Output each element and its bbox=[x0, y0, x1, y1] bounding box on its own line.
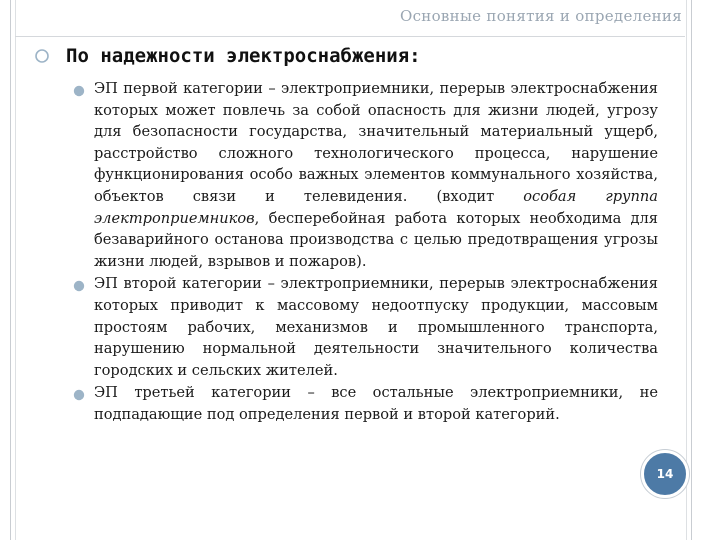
list-item-text-emphasis: особая группа электроприемников bbox=[94, 187, 658, 227]
page-number-badge: 14 bbox=[641, 450, 689, 498]
slide-content bbox=[30, 44, 658, 427]
list-item-text: ЭП второй категории – электроприемники, перерыв электроснабжения которых приводит к массовому недоотпуску продукции, массовым простоям рабочих, механизмов и промышленного транспорта, нарушению нормальной деятельности значительного количества городских и сельских жителей. bbox=[94, 275, 658, 379]
header-divider bbox=[15, 36, 685, 37]
circle-bullet-icon bbox=[72, 84, 86, 98]
list-item-text: ЭП третьей категории – все остальные электроприемники, не подпадающие под определения первой и второй категорий. bbox=[94, 384, 658, 423]
circle-bullet-icon bbox=[72, 388, 86, 402]
slide-header-title: Основные понятия и определения bbox=[399, 7, 682, 25]
list-item-text-part: , бесперебойная работа которых необходима для безаварийного останова производства с целью предотвращения угрозы жизни людей, взрывов и пожаров). bbox=[94, 209, 658, 270]
section-heading: По надежности электроснабжения: bbox=[66, 45, 421, 67]
section-heading-row bbox=[30, 44, 658, 74]
list-item-second-category bbox=[30, 273, 658, 381]
category-list bbox=[30, 78, 658, 426]
list-item-text-part: ЭП первой категории – электроприемники, перерыв электроснабжения которых может повлечь за собой опасность для жизни людей, угрозу для безопасности государства, значительный материальный ущерб, расстройство сложного технологического процесса, нарушение функционирования особо важных элементов коммунального хозяйства, объектов связи и телевидения. (входит bbox=[94, 80, 658, 205]
list-item-third-category bbox=[30, 382, 658, 425]
circle-bullet-icon bbox=[34, 48, 50, 64]
list-item-first-category bbox=[30, 78, 658, 272]
list-item-text bbox=[94, 78, 658, 272]
circle-bullet-icon bbox=[72, 279, 86, 293]
